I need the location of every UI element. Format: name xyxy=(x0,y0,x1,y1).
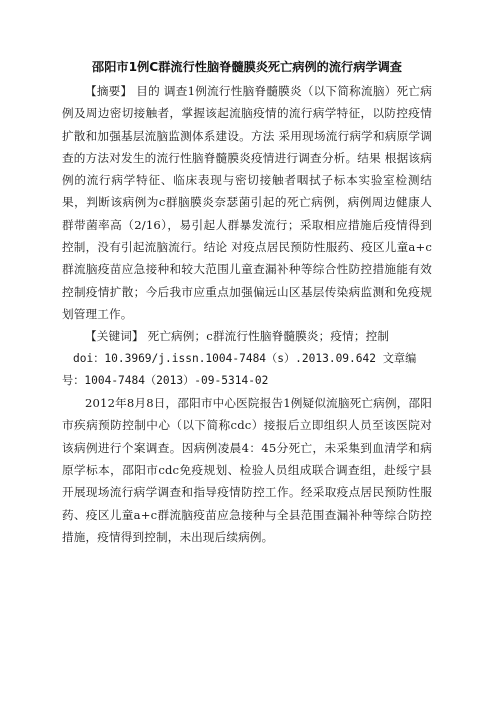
keywords-text: 死亡病例；c群流行性脑脊髓膜炎；疫情；控制 xyxy=(143,329,390,344)
abstract-label: 【摘要】 xyxy=(85,84,133,98)
article-title: 邵阳市1例C群流行性脑脊髓膜炎死亡病例的流行病学调查 xyxy=(92,60,402,74)
keywords-paragraph xyxy=(62,325,432,347)
abstract-text: 目的 调查1例流行性脑脊髓膜炎（以下简称流脑）死亡病例及周边密切接触者，掌握该起流脑疫情的流行病学特征，以防控疫情扩散和加强基层流脑监测体系建设。方法 采用现场流行病学和病原学调查的方法对发生的流行性脑脊髓膜炎疫情进行调查分析。结果 根据该病例的流行病学特征、临床表现与密切接触者咽拭子标本实验室检测结果，判断该病例为c群脑膜炎奈瑟菌引起的死亡病例，病例周边健康人群带菌率高（2/16），易引起人群暴发流行；采取相应措施后疫情得到控制，没有引起流脑流行。结论 对疫点居民预防性服药、疫区儿童a+c群流脑疫苗应急接种和较大范围儿童查漏补种等综合性防控措施能有效控制疫情扩散；今后我市应重点加强偏远山区基层传染病监测和免疫规划管理工作。 xyxy=(62,84,432,321)
document-page xyxy=(62,58,432,548)
keywords-label: 【关键词】 xyxy=(85,329,144,344)
abstract-paragraph xyxy=(62,80,432,325)
body-paragraph: 2012年8月8日，邵阳市中心医院报告1例疑似流脑死亡病例，邵阳市疾病预防控制中心（以下简称cdc）接报后立即组织人员至该医院对该病例进行个案调查。因病例凌晨4：45分死亡，未采集到血清学和病原学标本，邵阳市cdc免疫规划、检验人员组成联合调查组，赴绥宁县开展现场流行病学调查和指导疫情防控工作。经采取疫点居民预防性服药、疫区儿童a+c群流脑疫苗应急接种与全县范围查漏补种等综合防控措施，疫情得到控制，未出现后续病例。 xyxy=(62,396,432,544)
doi-and-article-number: doi：10.3969/j.issn.1004-7484（s）.2013.09.642 文章编号：1004-7484（2013）-09-5314-02 xyxy=(62,351,417,387)
